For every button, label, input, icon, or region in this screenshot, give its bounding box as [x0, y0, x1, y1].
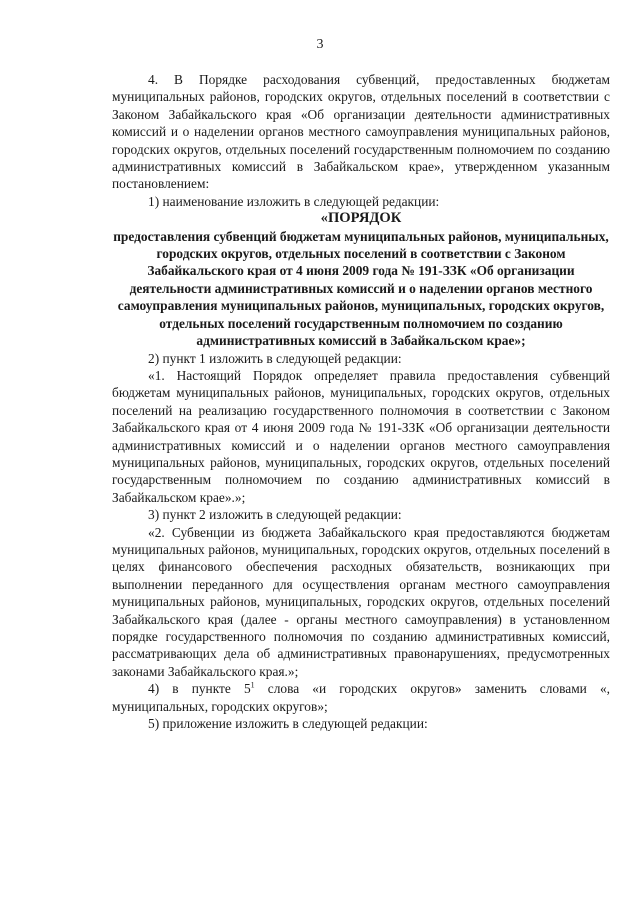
- paragraph-clause-1: «1. Настоящий Порядок определяет правила предоставления субвенций бюджетам муниципальных районов, муниципальных, городских округов, отдельных поселений на реализацию государственного полномочия в соответствии с Законом Забайкальского края от 4 июня 2009 года № 191-ЗЗК «Об организации деятельности административных комиссий и о наделении органов местного самоуправления муниципальных районов, муниципальных, городских округов, отдельных поселений государственным полномочием по созданию административных комиссий в Забайкальском крае».»;: [112, 367, 610, 505]
- document-body: [112, 71, 610, 732]
- page-number: 3: [316, 37, 324, 52]
- paragraph-subitem-4: [112, 680, 610, 715]
- paragraph-subitem-5: 5) приложение изложить в следующей редакции:: [148, 716, 428, 732]
- paragraph-item-4: 4. В Порядке расходования субвенций, предоставленных бюджетам муниципальных районов, городских округов, отдельных поселений в соответствии с Законом Забайкальского края «Об организации деятельности административных комиссий и о наделении органов местного самоуправления муниципальных районов, городских округов, отдельных поселений государственным полномочием по созданию административных комиссий в Забайкальском крае», утвержденном указанным постановлением:: [112, 72, 610, 192]
- subitem-4-text-end: слова «и городских округов» заменить словами «, муниципальных, городских округов»;: [112, 681, 610, 714]
- superscript-1: 1: [250, 680, 255, 690]
- paragraph-subitem-2: 2) пункт 1 изложить в следующей редакции:: [148, 350, 402, 366]
- paragraph-subitem-3: 3) пункт 2 изложить в следующей редакции:: [148, 507, 402, 523]
- paragraph-clause-2: «2. Субвенции из бюджета Забайкальского края предоставляются бюджетам муниципальных районов, муниципальных, городских округов, отдельных поселений в целях финансового обеспечения расходных обязательств, возникающих при выполнении переданного для осуществления органам местного самоуправления муниципальных районов, муниципальных, городских округов, отдельных поселений Забайкальского края (далее - органы местного самоуправления) в установленном порядке государственного полномочия по созданию административных комиссий, рассматривающих дела об административных правонарушениях, предусмотренных законами Забайкальского края.»;: [112, 524, 610, 679]
- heading-poryadok: «ПОРЯДОК: [320, 210, 402, 227]
- subitem-4-text-start: 4) в пункте 5: [148, 681, 251, 697]
- heading-poryadok-subtitle: предоставления субвенций бюджетам муниципальных районов, муниципальных, городских округов, отдельных поселений в соответствии с Законом Забайкальского края от 4 июня 2009 года № 191-ЗЗК «Об организации деятельности административных комиссий и о наделении органов местного самоуправления муниципальных районов, муниципальных, городских округов, отдельных поселений государственным полномочием по созданию административных комиссий в Забайкальском крае»;: [113, 228, 609, 349]
- paragraph-subitem-1: 1) наименование изложить в следующей редакции:: [148, 193, 440, 209]
